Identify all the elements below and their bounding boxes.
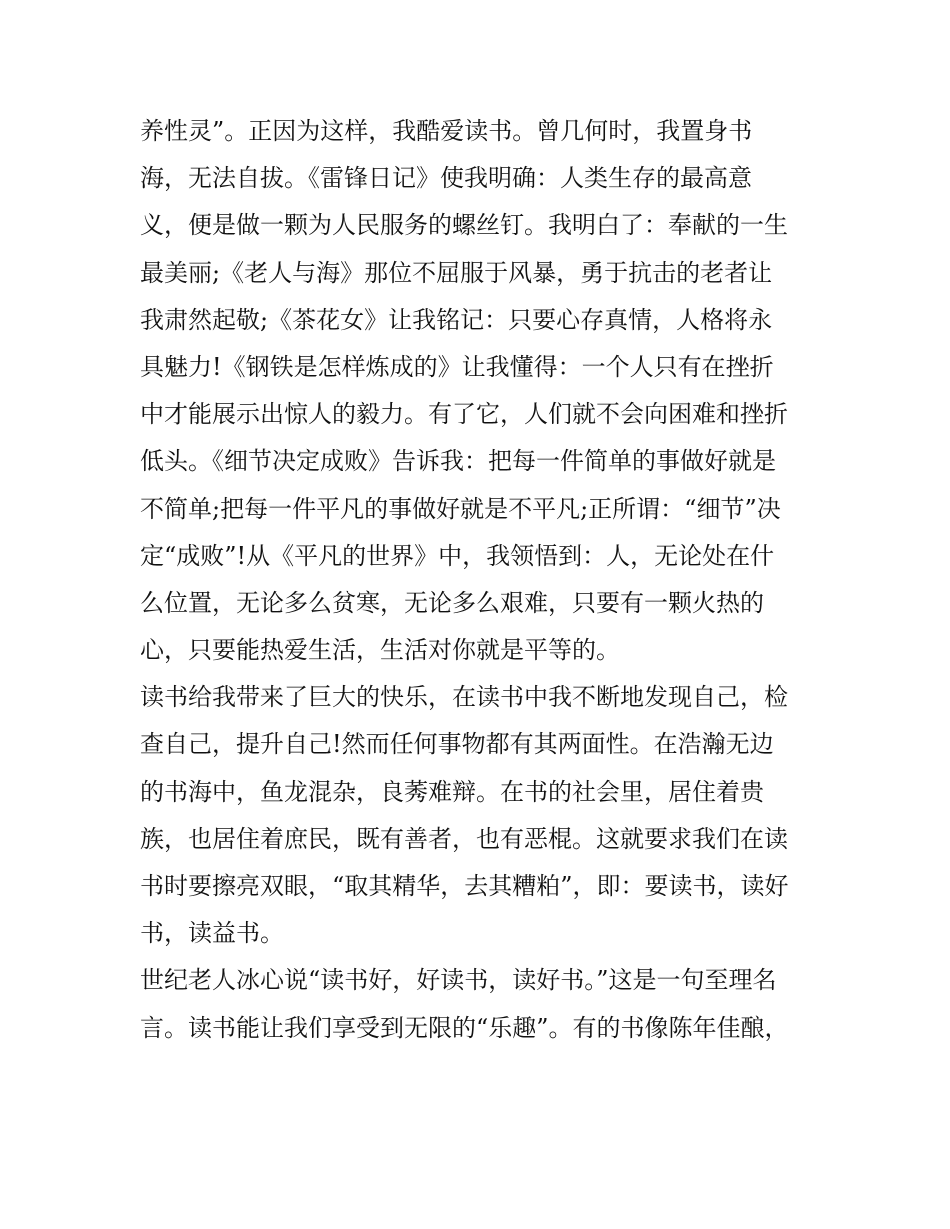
text-line: 养性灵”。正因为这样，我酷爱读书。曾几何时，我置身书	[140, 117, 753, 145]
text-line: 具魅力!《钢铁是怎样炼成的》让我懂得：一个人只有在挫折	[140, 352, 774, 381]
text-line: 心，只要能热爱生活，生活对你就是平等的。	[140, 636, 620, 665]
text-line: 查自己，提升自己!然而任何事物都有其两面性。在浩瀚无边	[140, 730, 774, 759]
text-line: 不简单;把每一件平凡的事做好就是不平凡;正所谓：“细节”决	[140, 494, 781, 523]
text-line: 世纪老人冰心说“读书好，好读书，读好书。”这是一句至理名	[140, 966, 777, 995]
text-line: 义，便是做一颗为人民服务的螺丝钉。我明白了：奉献的一生	[140, 211, 788, 240]
text-line: 读书给我带来了巨大的快乐，在读书中我不断地发现自己，检	[140, 683, 788, 712]
text-line: 族，也居住着庶民，既有善者，也有恶棍。这就要求我们在读	[140, 824, 788, 853]
text-line: 的书海中，鱼龙混杂，良莠难辩。在书的社会里，居住着贵	[140, 777, 764, 806]
text-line: 么位置，无论多么贫寒，无论多么艰难，只要有一颗火热的	[140, 588, 764, 617]
text-line: 中才能展示出惊人的毅力。有了它，人们就不会向困难和挫折	[140, 400, 788, 429]
text-line: 海，无法自拔。《雷锋日记》使我明确：人类生存的最高意	[140, 164, 752, 193]
text-line: 最美丽;《老人与海》那位不屈服于风暴，勇于抗击的老者让	[140, 258, 773, 287]
body-text	[140, 108, 815, 1052]
text-line: 低头。《细节决定成败》告诉我：把每一件简单的事做好就是	[140, 447, 776, 476]
text-line: 书时要擦亮双眼，“取其精华，去其糟粕”，即：要读书，读好	[140, 872, 789, 900]
text-line: 我肃然起敬;《茶花女》让我铭记：只要心存真情，人格将永	[140, 305, 773, 334]
text-line: 书，读益书。	[140, 919, 284, 948]
text-line: 定“成败”!从《平凡的世界》中，我领悟到：人，无论处在什	[140, 541, 775, 570]
text-line: 言。读书能让我们享受到无限的“乐趣”。有的书像陈年佳酿，	[140, 1013, 789, 1042]
